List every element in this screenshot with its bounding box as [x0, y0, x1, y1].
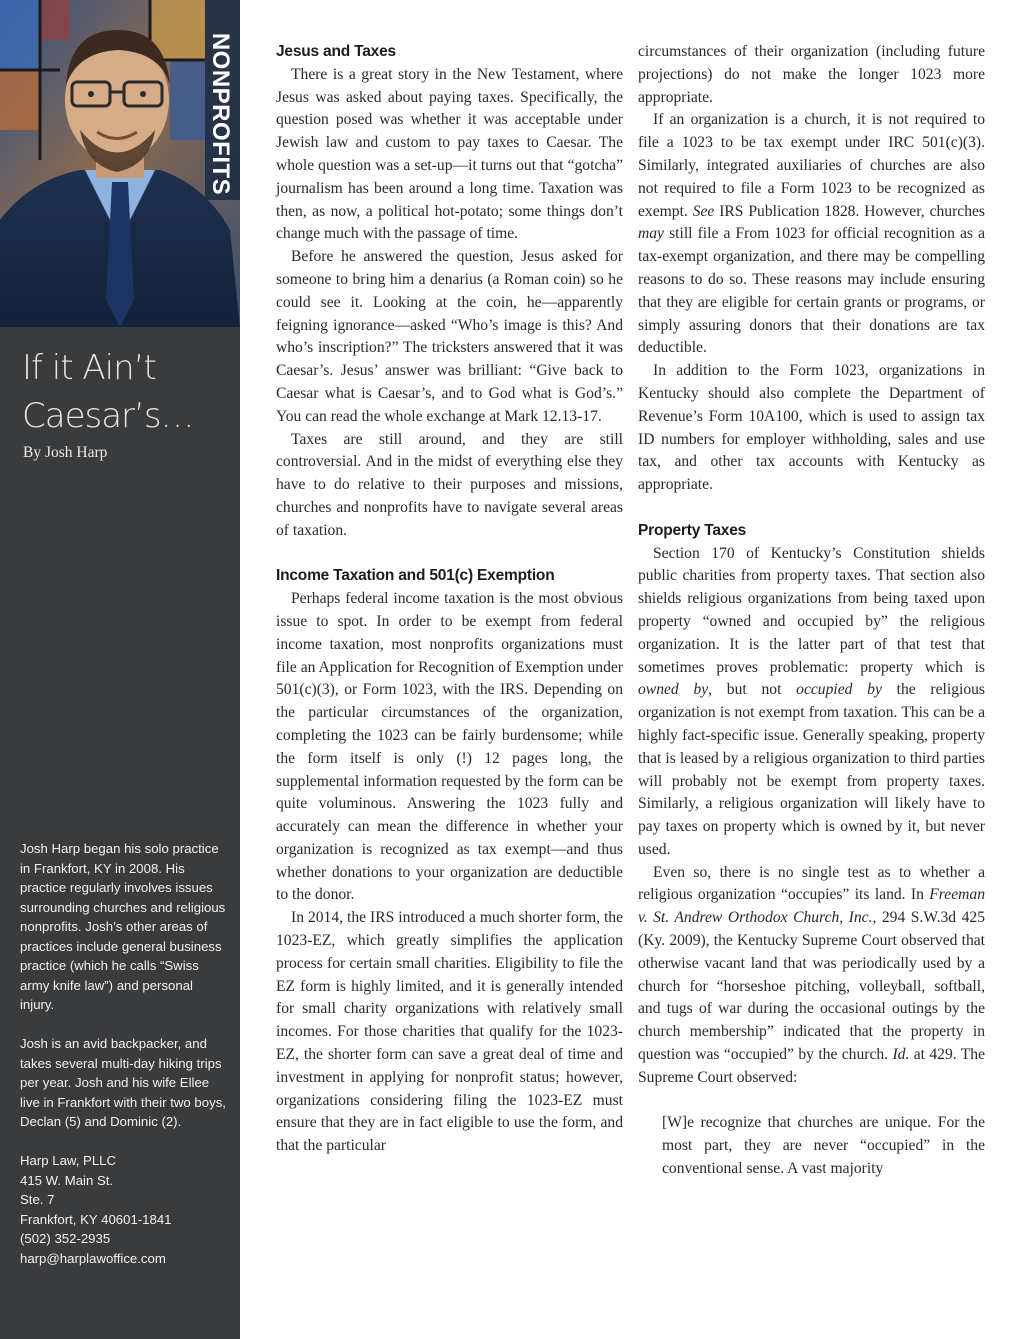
contact-block: [20, 1151, 230, 1268]
heading-property-taxes: Property Taxes: [638, 521, 747, 539]
bio-paragraph-1: Josh Harp began his solo practice in Frankfort, KY in 2008. His practice regularly involves issues surrounding churches and religious nonprofits. Josh’s other areas of practices include general business practice (which he calls “Swiss army knife law”) and personal injury.: [20, 841, 226, 1012]
paragraph-1: There is a great story in the New Testament, where Jesus was asked about paying taxes. Specifically, the question posed was whether it was acceptable under Jewish law and custom to pay taxes to Caesar. The whole question was a set-up—it turns out that “gotcha” journalism has been around a long time. Taxation was then, as now, a political hot-potato; some things don’t change much with the passage of time.: [276, 65, 623, 243]
author-photo: [0, 0, 240, 327]
section-label-text: NONPROFITS: [207, 32, 234, 196]
contact-firm: Harp Law, PLLC: [20, 1153, 117, 1168]
paragraph-9: Even so, there is no single test as to whether a religious organization “occupies” its land. In Freeman v. St. Andrew Orthodox Church, Inc., 294 S.W.3d 425 (Ky. 2009), the Kentucky Supreme Court observed that otherwise vacant land that was periodically used by a church for “horseshoe pitching, volleyball, softball, and tugs of war during the occasional outings by the church membership” indicated that the property in question was “occupied” by the church. Id. at 429. The Supreme Court observed:: [638, 863, 985, 1086]
contact-suite: Ste. 7: [20, 1192, 55, 1207]
article-title-line-2: Caesar’s…: [22, 396, 194, 436]
contact-city: Frankfort, KY 40601-1841: [20, 1211, 172, 1227]
contact-phone: (502) 352-2935: [20, 1231, 111, 1246]
paragraph-5: In 2014, the IRS introduced a much shorter form, the 1023-EZ, which greatly simplifies the application process for certain small charities. Eligibility to file the EZ form is highly limited, and it is generally intended for small charity organizations with relatively small incomes. For those charities that qualify for the 1023-EZ, the shorter form can save a great deal of time and investment in applying for nonprofit status; however, organizations considering filing the 1023-EZ must ensure that they are in fact eligible to use the form, and that the particular: [276, 909, 623, 1155]
article-column-left: [276, 41, 623, 1158]
heading-jesus-and-taxes: Jesus and Taxes: [276, 43, 396, 60]
block-quote-text: [W]e recognize that churches are unique. For the most part, they are never “occupied” in the conventional sense. A vast majority: [662, 1114, 985, 1178]
paragraph-3: Taxes are still around, and they are still controversial. And in the midst of everything else they have to do relative to their purposes and missions, churches and nonprofits have to navigate several areas of taxation.: [276, 430, 623, 539]
author-bio: [20, 839, 230, 1268]
bio-paragraph-2: Josh is an avid backpacker, and takes several multi-day hiking trips per year. Josh and his wife Ellee live in Frankfort with their two boys, Declan (5) and Dominic (2).: [20, 1036, 226, 1129]
paragraph-7: In addition to the Form 1023, organizations in Kentucky should also complete the Department of Revenue’s Form 10A100, which is used to assign tax ID numbers for employer withholding, sales and use tax, and other tax accounts with Kentucky as appropriate.: [638, 362, 985, 494]
paragraph-8: Section 170 of Kentucky’s Constitution shields public charities from property taxes. That section also shields religious organizations from being taxed upon property “owned and occupied by” the religious organization. It is the latter part of that test that sometimes proves problematic: property which is owned by, but not occupied by the religious organization is not exempt from taxation. This can be a highly fact-specific issue. Generally speaking, property that is leased by a religious organization to third parties will probably not be exempt from property taxes. Similarly, a religious organization will likely have to pay taxes on property which is owned by it, but never used.: [638, 544, 985, 858]
paragraph-5-continued: circumstances of their organization (including future projections) do not make the longer 1023 more appropriate.: [638, 43, 985, 106]
sidebar: [0, 0, 240, 1339]
article-column-right: [638, 41, 985, 1181]
block-quote: [662, 1112, 985, 1180]
paragraph-6: If an organization is a church, it is not required to file a 1023 to be tax exempt under IRC 501(c)(3). Similarly, integrated auxiliaries of churches are also not required to file a Form 1023 to be recognized as exempt. See IRS Publication 1828. However, churches may still file a From 1023 for official recognition as a tax-exempt organization, and there may be compelling reasons to do so. These reasons may include ensuring that they are eligible for certain grants or programs, or simply assuring donors that their donations are tax deductible.: [638, 111, 985, 357]
article-title-line-1: If it Ain’t: [22, 348, 156, 388]
paragraph-4: Perhaps federal income taxation is the most obvious issue to spot. In order to be exempt from federal income taxation, most nonprofits organizations must file an Application for Recognition of Exemption under 501(c)(3), or Form 1023, with the IRS. Depending on the particular circumstances of the organization, completing the 1023 can be fairly burdensome; while the form itself is only (!) 12 pages long, the supplemental information requested by the form can be quite voluminous. Answering the 1023 fully and accurately can mean the difference in whether your organization is recognized as tax exempt—and thus whether donations to your organization are deductible to the donor.: [276, 590, 623, 904]
heading-income-taxation: Income Taxation and 501(c) Exemption: [276, 567, 555, 585]
section-label: [203, 32, 237, 196]
byline: By Josh Harp: [23, 444, 108, 461]
contact-email: harp@harplawoffice.com: [20, 1250, 166, 1266]
contact-street: 415 W. Main St.: [20, 1172, 114, 1188]
paragraph-2: Before he answered the question, Jesus asked for someone to bring him a denarius (a Roman coin) so he could see it. Looking at the coin, he—apparently feigning ignorance—asked “Who’s image is this? And who’s inscription?” The tricksters answered that it was Caesar’s. Jesus’ answer was brilliant: “Give back to Caesar what is Caesar’s, and to God what is God’s.” You can read the whole exchange at Mark 12.13-17.: [276, 248, 623, 425]
article-title: [22, 344, 232, 440]
